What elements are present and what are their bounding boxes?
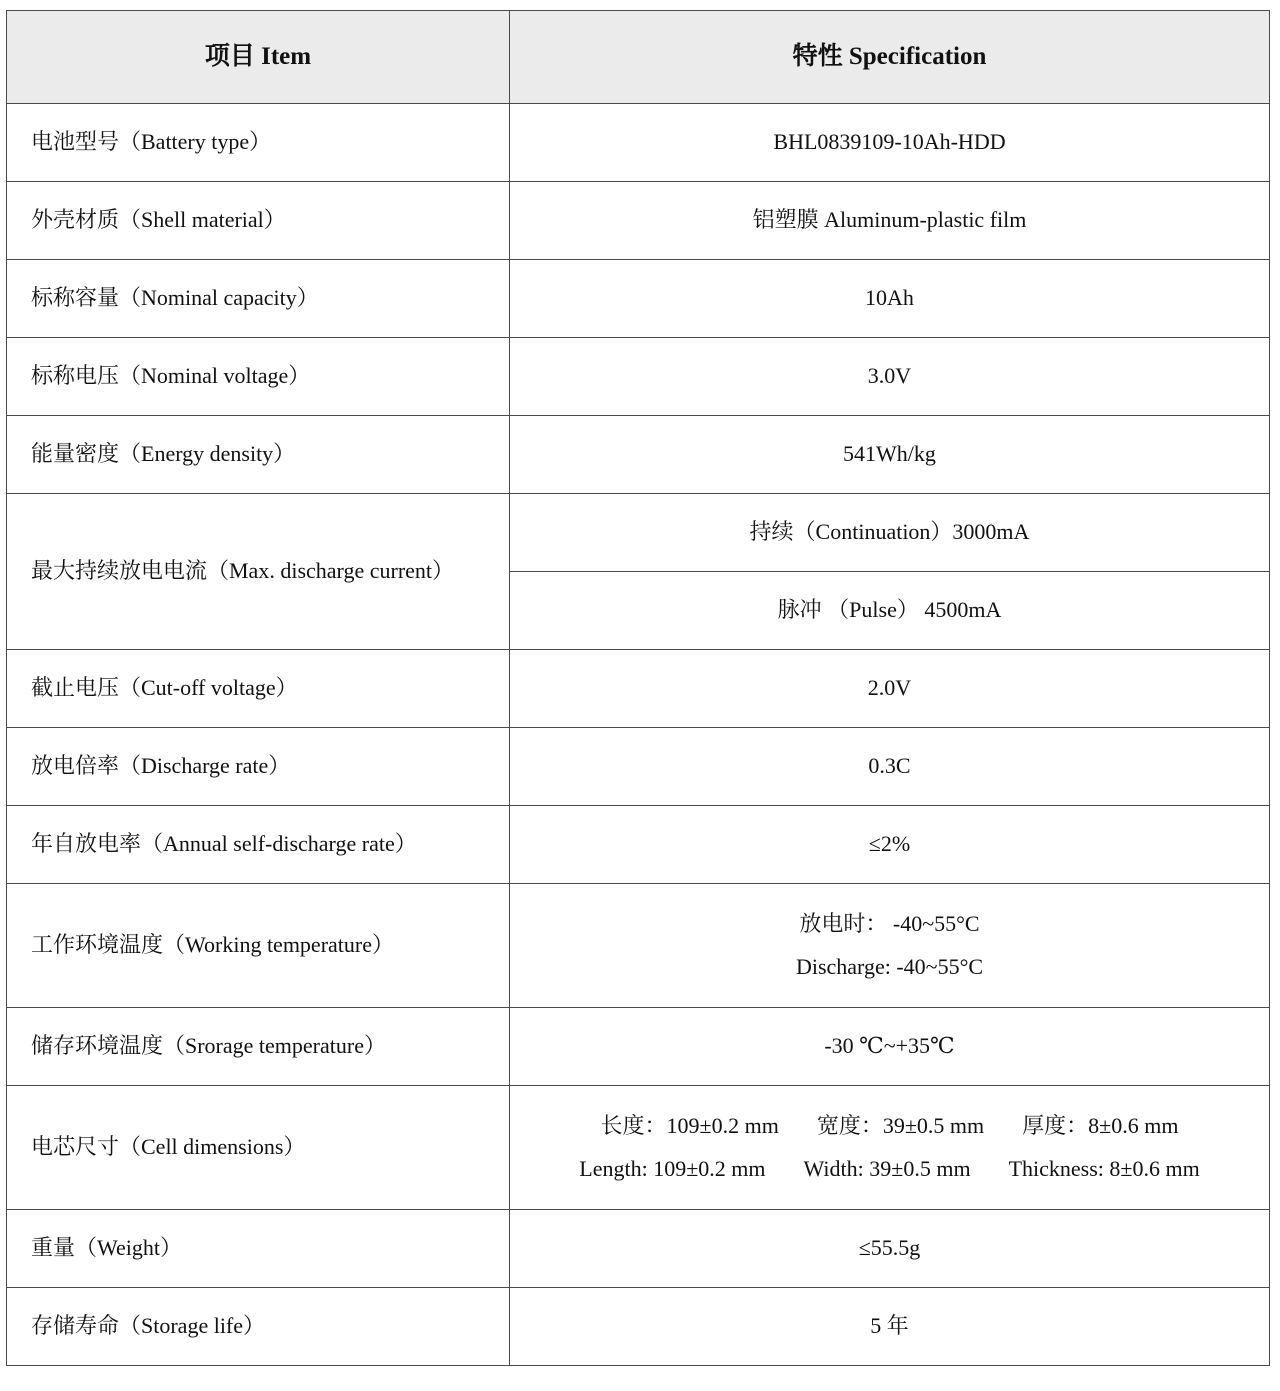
table-row xyxy=(7,728,1270,806)
item-discharge-rate: 放电倍率（Discharge rate） xyxy=(7,728,510,806)
item-energy-density: 能量密度（Energy density） xyxy=(7,416,510,494)
table-header-row xyxy=(7,11,1270,104)
working-temp-cn: 放电时： -40~55°C xyxy=(799,911,980,937)
spec-nominal-capacity: 10Ah xyxy=(510,260,1270,338)
item-nominal-capacity: 标称容量（Nominal capacity） xyxy=(7,260,510,338)
item-working-temperature: 工作环境温度（Working temperature） xyxy=(7,884,510,1008)
spec-cutoff-voltage: 2.0V xyxy=(510,650,1270,728)
item-storage-life: 存储寿命（Storage life） xyxy=(7,1288,510,1366)
spec-self-discharge-rate: ≤2% xyxy=(510,806,1270,884)
table-row xyxy=(7,494,1270,572)
table-row xyxy=(7,416,1270,494)
table-row xyxy=(7,1008,1270,1086)
table-row xyxy=(7,260,1270,338)
width-cn: 宽度：39±0.5 mm xyxy=(816,1113,985,1139)
table-row xyxy=(7,338,1270,416)
spec-storage-life: 5 年 xyxy=(510,1288,1270,1366)
spec-continuation-current: 持续（Continuation）3000mA xyxy=(510,494,1270,572)
spec-cell-dimensions xyxy=(510,1086,1270,1210)
table-row xyxy=(7,806,1270,884)
table-row xyxy=(7,1288,1270,1366)
spec-storage-temperature: -30 ℃~+35℃ xyxy=(510,1008,1270,1086)
header-specification: 特性 Specification xyxy=(510,11,1270,104)
table-row xyxy=(7,1210,1270,1288)
spec-battery-type: BHL0839109-10Ah-HDD xyxy=(510,104,1270,182)
table-row xyxy=(7,104,1270,182)
thickness-cn: 厚度：8±0.6 mm xyxy=(1022,1113,1179,1139)
item-battery-type: 电池型号（Battery type） xyxy=(7,104,510,182)
spec-pulse-current: 脉冲 （Pulse） 4500mA xyxy=(510,572,1270,650)
item-nominal-voltage: 标称电压（Nominal voltage） xyxy=(7,338,510,416)
spec-discharge-rate: 0.3C xyxy=(510,728,1270,806)
table-row xyxy=(7,650,1270,728)
spec-shell-material: 铝塑膜 Aluminum-plastic film xyxy=(510,182,1270,260)
length-cn: 长度：109±0.2 mm xyxy=(600,1113,779,1139)
spec-energy-density: 541Wh/kg xyxy=(510,416,1270,494)
width-en: Width: 39±0.5 mm xyxy=(803,1155,971,1181)
spec-working-temperature xyxy=(510,884,1270,1008)
item-cutoff-voltage: 截止电压（Cut-off voltage） xyxy=(7,650,510,728)
table-row xyxy=(7,182,1270,260)
thickness-en: Thickness: 8±0.6 mm xyxy=(1008,1155,1200,1181)
item-weight: 重量（Weight） xyxy=(7,1210,510,1288)
working-temp-en: Discharge: -40~55°C xyxy=(795,953,984,979)
battery-spec-table xyxy=(6,10,1270,1366)
item-storage-temperature: 储存环境温度（Srorage temperature） xyxy=(7,1008,510,1086)
spec-nominal-voltage: 3.0V xyxy=(510,338,1270,416)
table-row xyxy=(7,1086,1270,1210)
item-shell-material: 外壳材质（Shell material） xyxy=(7,182,510,260)
dimensions-en xyxy=(510,1157,1269,1181)
spec-weight: ≤55.5g xyxy=(510,1210,1270,1288)
table-row xyxy=(7,884,1270,1008)
item-cell-dimensions: 电芯尺寸（Cell dimensions） xyxy=(7,1086,510,1210)
dimensions-cn xyxy=(510,1114,1269,1138)
item-self-discharge-rate: 年自放电率（Annual self-discharge rate） xyxy=(7,806,510,884)
item-max-discharge-current: 最大持续放电电流（Max. discharge current） xyxy=(7,494,510,650)
length-en: Length: 109±0.2 mm xyxy=(579,1155,766,1181)
header-item: 项目 Item xyxy=(7,11,510,104)
